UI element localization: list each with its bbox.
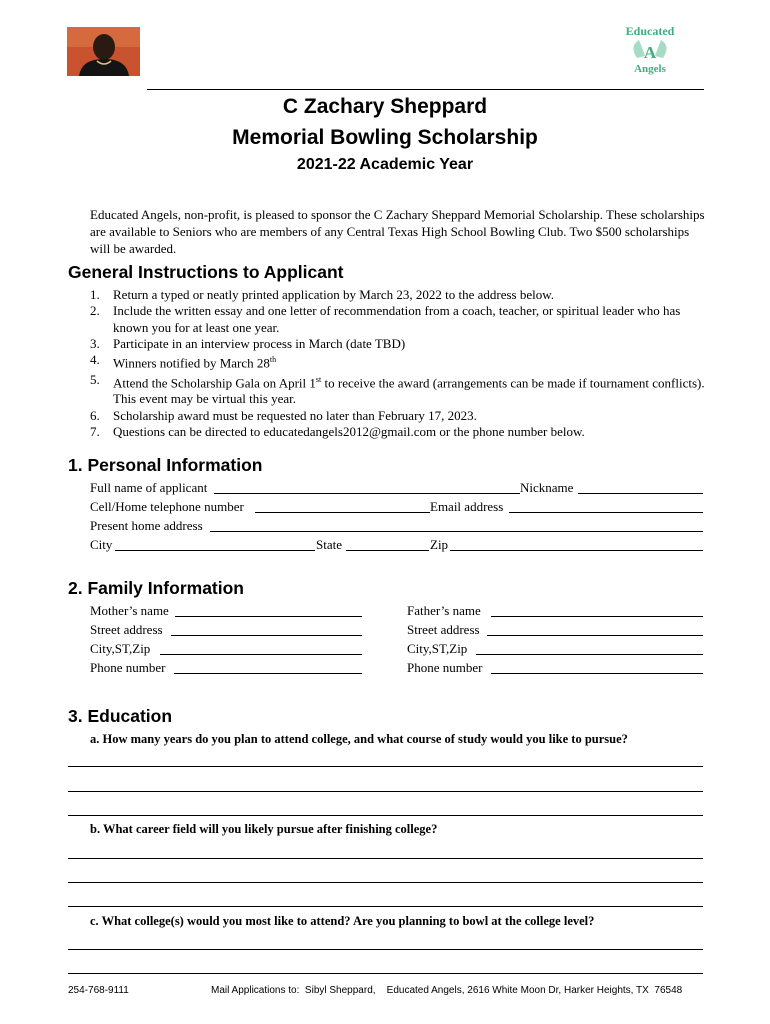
mother-phone-field[interactable] xyxy=(174,673,362,674)
header-rule xyxy=(147,89,704,90)
city-label: City xyxy=(90,537,113,552)
answer-line-a2[interactable] xyxy=(68,791,703,792)
mother-phone-label: Phone number xyxy=(90,660,166,675)
instruction-item: 6. Scholarship award must be requested no later than February 17, 2023. xyxy=(90,407,477,423)
mother-street-label: Street address xyxy=(90,622,163,637)
logo-bottom-text: Angels xyxy=(634,63,666,75)
address-field[interactable] xyxy=(210,531,703,532)
instruction-item: 5. Attend the Scholarship Gala on April 1st to receive the award (arrangements can be made if tournament conflicts). This event may be virtual this year. xyxy=(90,371,705,407)
state-field[interactable] xyxy=(346,550,429,551)
question-b: b. What career field will you likely pursue after finishing college? xyxy=(90,822,438,836)
father-city-label: City,ST,Zip xyxy=(407,641,468,656)
instruction-item: 4. Winners notified by March 28th xyxy=(90,352,277,371)
phone-label: Cell/Home telephone number xyxy=(90,499,244,514)
zip-field[interactable] xyxy=(450,550,703,551)
email-field[interactable] xyxy=(509,512,703,513)
full-name-label: Full name of applicant xyxy=(90,480,208,495)
address-label: Present home address xyxy=(90,518,203,533)
father-name-label: Father’s name xyxy=(407,603,481,618)
question-a: a. How many years do you plan to attend college, and what course of study would you like to pursue? xyxy=(90,732,628,746)
mother-city-field[interactable] xyxy=(160,654,362,655)
logo-letter: A xyxy=(643,43,657,62)
educated-angels-logo xyxy=(615,20,685,78)
mother-name-field[interactable] xyxy=(175,616,362,617)
general-instructions-heading: General Instructions to Applicant xyxy=(68,262,344,282)
person-photo-icon xyxy=(67,27,140,76)
father-name-field[interactable] xyxy=(491,616,703,617)
answer-line-b3[interactable] xyxy=(68,906,703,907)
father-street-field[interactable] xyxy=(487,635,703,636)
father-street-label: Street address xyxy=(407,622,480,637)
nickname-label: Nickname xyxy=(520,480,574,495)
mother-name-label: Mother’s name xyxy=(90,603,169,618)
instruction-item: 1. Return a typed or neatly printed application by March 23, 2022 to the address below. xyxy=(90,287,555,302)
father-phone-field[interactable] xyxy=(491,673,703,674)
full-name-field[interactable] xyxy=(214,493,520,494)
email-label: Email address xyxy=(430,499,504,514)
answer-line-c1[interactable] xyxy=(68,949,703,950)
applicant-photo xyxy=(67,27,140,76)
nickname-field[interactable] xyxy=(578,493,703,494)
answer-line-b2[interactable] xyxy=(68,882,703,883)
instruction-item: 2. Include the written essay and one letter of recommendation from a coach, teacher, or spiritual leader who has known you for at least one year. xyxy=(90,303,681,335)
page-title-line1: C Zachary Sheppard xyxy=(282,95,488,118)
state-label: State xyxy=(316,537,342,552)
zip-label: Zip xyxy=(430,537,449,552)
father-city-field[interactable] xyxy=(476,654,703,655)
logo-top-text: Educated xyxy=(625,24,675,38)
answer-line-a1[interactable] xyxy=(68,766,703,767)
city-field[interactable] xyxy=(115,550,315,551)
answer-line-c2[interactable] xyxy=(68,973,703,974)
mother-street-field[interactable] xyxy=(171,635,362,636)
phone-field[interactable] xyxy=(255,512,430,513)
academic-year: 2021-22 Academic Year xyxy=(296,156,474,173)
family-info-heading: 2. Family Information xyxy=(68,578,244,598)
angel-logo-icon xyxy=(615,20,685,78)
footer-phone: 254-768-9111 xyxy=(68,985,129,996)
mother-city-label: City,ST,Zip xyxy=(90,641,151,656)
father-phone-label: Phone number xyxy=(407,660,483,675)
answer-line-a3[interactable] xyxy=(68,815,703,816)
education-heading: 3. Education xyxy=(68,706,173,726)
question-c: c. What college(s) would you most like to attend? Are you planning to bowl at the college level? xyxy=(90,914,595,928)
intro-paragraph: Educated Angels, non-profit, is pleased to sponsor the C Zachary Sheppard Memorial Scholarship. These scholarships are available to Seniors who are members of any Central Texas High School Bowling Club. Two $500 scholarships will be awarded. xyxy=(90,207,705,256)
instruction-item: 3. Participate in an interview process in March (date TBD) xyxy=(90,335,406,351)
instructions-list xyxy=(90,287,705,440)
page-title-line2: Memorial Bowling Scholarship xyxy=(232,126,538,149)
personal-info-heading: 1. Personal Information xyxy=(68,455,263,475)
answer-line-b1[interactable] xyxy=(68,858,703,859)
instruction-item: 7. Questions can be directed to educatedangels2012@gmail.com or the phone number below. xyxy=(90,424,585,440)
footer-mailing-address: Mail Applications to: Sibyl Sheppard, Educated Angels, 2616 White Moon Dr, Harker Heights, TX 76548 xyxy=(211,985,683,996)
